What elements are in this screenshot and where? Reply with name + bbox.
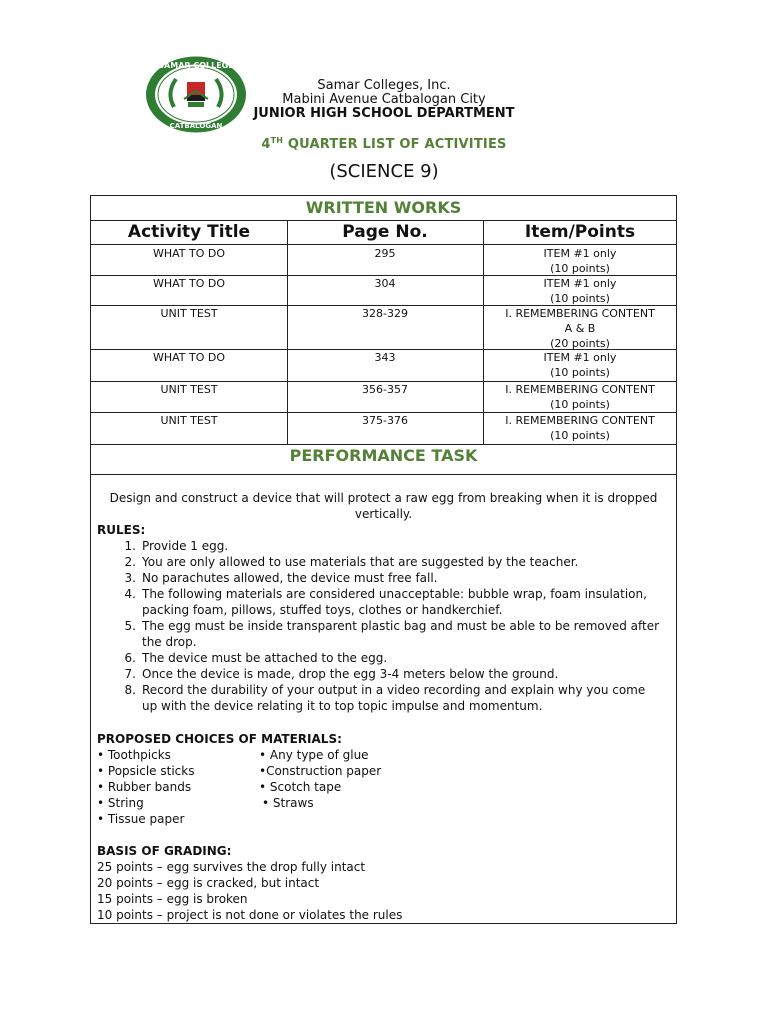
divider (91, 244, 676, 245)
table-row-activity: UNIT TEST (160, 414, 218, 427)
table-row-activity: WHAT TO DO (152, 277, 226, 290)
table-row-points: I. REMEMBERING CONTENT (10 points) (505, 414, 655, 442)
column-header-activity: Activity Title (127, 222, 251, 242)
svg-text:SAMAR COLLEGE: SAMAR COLLEGE (158, 61, 234, 70)
table-row-page: 295 (374, 247, 396, 260)
list-item: • Toothpicks (97, 748, 171, 762)
list-item: • Straws (262, 796, 314, 810)
grading-list (97, 859, 402, 923)
list-item: • Scotch tape (259, 780, 342, 794)
table-row-page: 328-329 (362, 307, 408, 320)
rules-heading: RULES: (97, 523, 146, 537)
table-row-activity: WHAT TO DO (152, 247, 226, 260)
svg-text:CATBALOGAN: CATBALOGAN (169, 122, 223, 130)
list-item: • Popsicle sticks (97, 764, 195, 778)
table-row-activity: WHAT TO DO (152, 351, 226, 364)
school-name: Samar Colleges, Inc. (317, 78, 451, 93)
list-item: • String (97, 796, 144, 810)
list-item: 2. You are only allowed to use materials that are suggested by the teacher. (124, 555, 579, 569)
table-row-page: 304 (374, 277, 396, 290)
materials-list-left (97, 747, 194, 827)
table-row-page: 343 (374, 351, 396, 364)
written-works-title: WRITTEN WORKS (305, 198, 462, 217)
grading-heading: BASIS OF GRADING: (97, 844, 232, 858)
list-item: 6. The device must be attached to the egg. (124, 651, 388, 665)
column-header-page: Page No. (342, 222, 428, 242)
list-item: 5. The egg must be inside transparent plastic bag and must be able to be removed after the drop. (124, 619, 660, 649)
table-row-page: 375-376 (362, 414, 408, 427)
divider (91, 474, 676, 475)
table-row-activity: UNIT TEST (160, 307, 218, 320)
list-item: • Tissue paper (97, 812, 185, 826)
table-row-activity: UNIT TEST (160, 383, 218, 396)
subject-title: (SCIENCE 9) (329, 161, 439, 182)
list-item: 3. No parachutes allowed, the device must free fall. (124, 571, 438, 585)
list-item: 15 points – egg is broken (97, 892, 248, 906)
performance-task-description: Design and construct a device that will protect a raw egg from breaking when it is dropped vertically. (109, 491, 658, 521)
table-row-points: I. REMEMBERING CONTENT (10 points) (505, 383, 655, 411)
quarter-title: 4TH QUARTER LIST OF ACTIVITIES (261, 136, 507, 152)
table-row-page: 356-357 (362, 383, 408, 396)
performance-task-title: PERFORMANCE TASK (289, 446, 478, 465)
materials-list-right (259, 747, 381, 811)
column-header-points: Item/Points (524, 222, 636, 242)
department-name: JUNIOR HIGH SCHOOL DEPARTMENT (253, 106, 515, 121)
table-row-points: I. REMEMBERING CONTENT A & B (20 points) (505, 307, 655, 350)
table-row-points: ITEM #1 only (10 points) (543, 247, 617, 275)
list-item: 1. Provide 1 egg. (124, 539, 229, 553)
list-item: • Rubber bands (97, 780, 192, 794)
list-item: • Any type of glue (259, 748, 369, 762)
rules-list (118, 538, 666, 714)
materials-heading: PROPOSED CHOICES OF MATERIALS: (97, 732, 342, 746)
list-item: 10 points – project is not done or violates the rules (97, 908, 403, 922)
school-address: Mabini Avenue Catbalogan City (282, 92, 486, 107)
list-item: •Construction paper (259, 764, 382, 778)
list-item: 20 points – egg is cracked, but intact (97, 876, 320, 890)
list-item: 25 points – egg survives the drop fully intact (97, 860, 366, 874)
list-item: 4. The following materials are considered unacceptable: bubble wrap, foam insulation, packing foam, pillows, stuffed toys, clothes or handkerchief. (124, 587, 647, 617)
table-row-points: ITEM #1 only (10 points) (543, 351, 617, 379)
table-row-points: ITEM #1 only (10 points) (543, 277, 617, 305)
list-item: 8. Record the durability of your output in a video recording and explain why you come up with the device relating it to top topic impulse and momentum. (124, 683, 646, 713)
list-item: 7. Once the device is made, drop the egg 3-4 meters below the ground. (124, 667, 559, 681)
